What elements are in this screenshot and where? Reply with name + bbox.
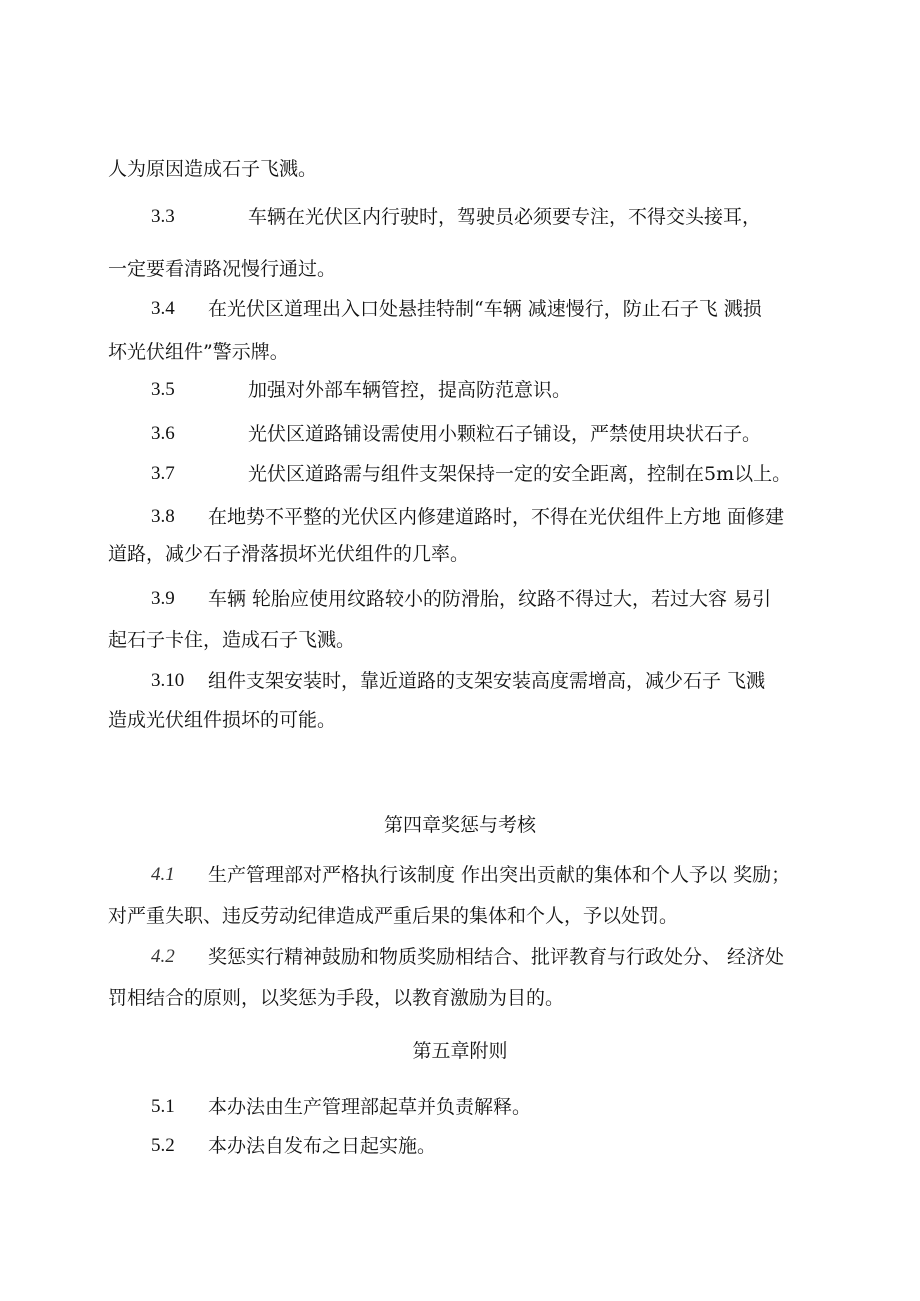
clause-number-4-1: 4.1 bbox=[151, 864, 175, 885]
clause-number-3-3: 3.3 bbox=[151, 206, 175, 227]
clause-text-3-4-cont: 坏光伏组件”警示牌。 bbox=[108, 341, 289, 363]
clause-number-3-6: 3.6 bbox=[151, 423, 175, 444]
clause-number-5-2: 5.2 bbox=[151, 1135, 175, 1156]
chapter-5-title: 第五章附则 bbox=[412, 1040, 508, 1062]
clause-text-3-9: 车辆 轮胎应使用纹路较小的防滑胎，纹路不得过大，若过大容 易引 bbox=[208, 588, 772, 610]
paragraph-line: 人为原因造成石子飞溅。 bbox=[108, 158, 318, 180]
clause-text-3-6: 光伏区道路铺设需使用小颗粒石子铺设，严禁使用块状石子。 bbox=[248, 423, 762, 445]
clause-text-5-2: 本办法自发布之日起实施。 bbox=[208, 1135, 437, 1157]
chapter-4-title: 第四章奖惩与考核 bbox=[383, 814, 536, 836]
clause-text-3-7: 光伏区道路需与组件支架保持一定的安全距离，控制在5m以上。 bbox=[248, 463, 792, 485]
clause-text-4-1: 生产管理部对严格执行该制度 作出突出贡献的集体和个人予以 奖励； bbox=[208, 864, 791, 886]
clause-number-3-4: 3.4 bbox=[151, 298, 175, 319]
clause-number-4-2: 4.2 bbox=[151, 946, 175, 967]
clause-text-3-10: 组件支架安装时，靠近道路的支架安装高度需增高，减少石子 飞溅 bbox=[208, 670, 766, 692]
clause-text-3-8: 在地势不平整的光伏区内修建道路时，不得在光伏组件上方地 面修建 bbox=[208, 506, 785, 528]
clause-text-5-1: 本办法由生产管理部起草并负责解释。 bbox=[208, 1096, 532, 1118]
clause-text-3-5: 加强对外部车辆管控，提高防范意识。 bbox=[248, 379, 572, 401]
clause-text-3-10-cont: 造成光伏组件损坏的可能。 bbox=[108, 709, 337, 731]
clause-number-3-8: 3.8 bbox=[151, 506, 175, 527]
clause-text-3-4: 在光伏区道理出入口处悬挂特制“车辆 减速慢行，防止石子飞 溅损 bbox=[208, 298, 762, 320]
clause-text-4-2: 奖惩实行精神鼓励和物质奖励相结合、批评教育与行政处分、 经济处 bbox=[208, 946, 785, 968]
clause-number-3-10: 3.10 bbox=[151, 670, 185, 691]
clause-text-3-3-cont: 一定要看清路况慢行通过。 bbox=[108, 258, 337, 280]
clause-number-3-7: 3.7 bbox=[151, 463, 175, 484]
clause-text-3-3: 车辆在光伏区内行驶时，驾驶员必须要专注，不得交头接耳， bbox=[248, 206, 762, 228]
clause-number-3-9: 3.9 bbox=[151, 588, 175, 609]
clause-number-3-5: 3.5 bbox=[151, 379, 175, 400]
clause-text-4-1-cont: 对严重失职、违反劳动纪律造成严重后果的集体和个人，予以处罚。 bbox=[108, 905, 679, 927]
clause-number-5-1: 5.1 bbox=[151, 1096, 175, 1117]
clause-text-3-8-cont: 道路，减少石子滑落损坏光伏组件的几率。 bbox=[108, 543, 470, 565]
clause-text-4-2-cont: 罚相结合的原则，以奖惩为手段，以教育激励为目的。 bbox=[108, 987, 565, 1009]
clause-text-3-9-cont: 起石子卡住，造成石子飞溅。 bbox=[108, 629, 356, 651]
